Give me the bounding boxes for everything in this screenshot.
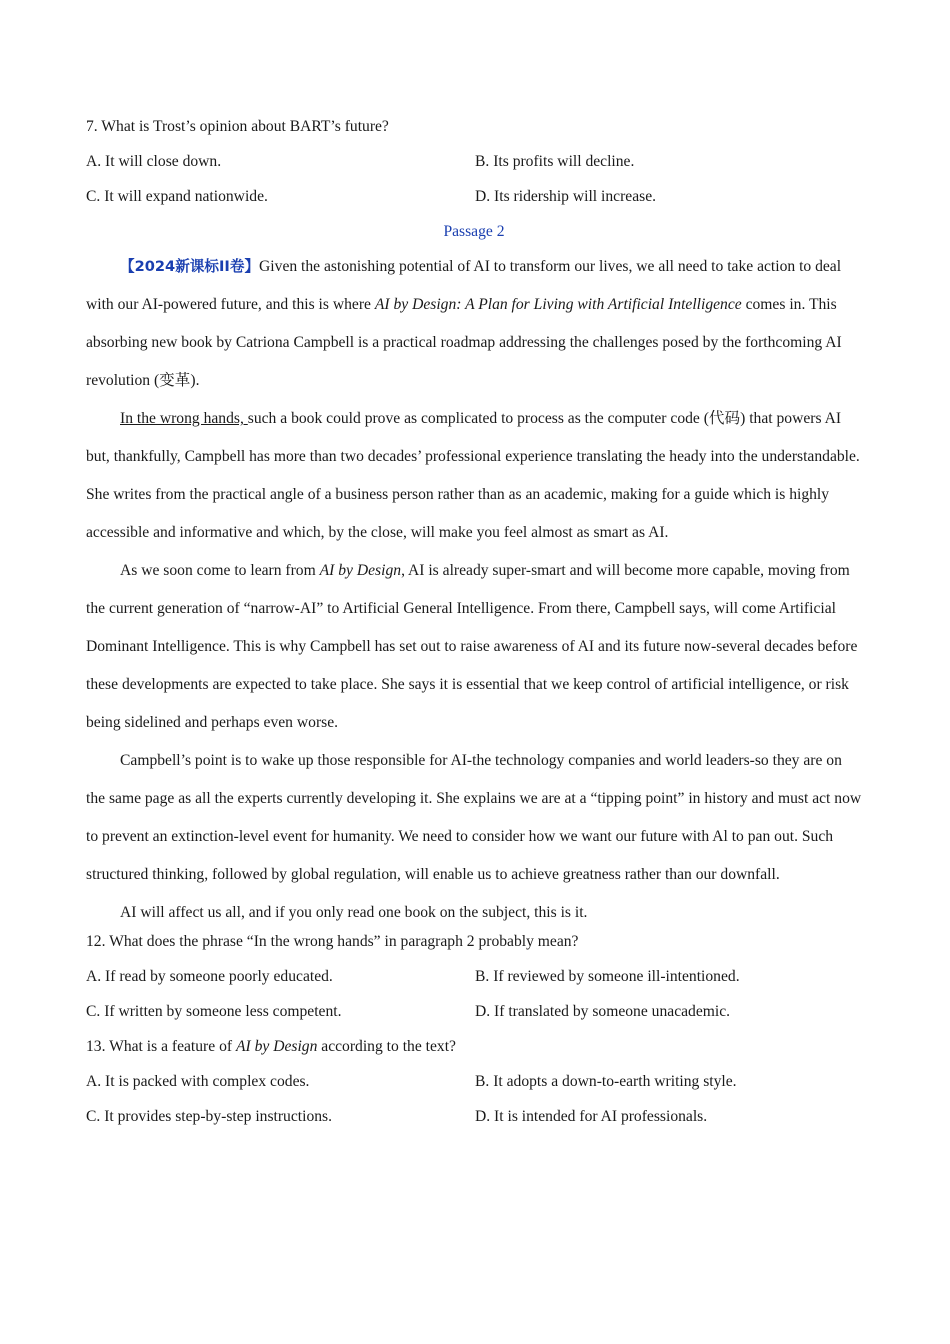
option-d: D. Its ridership will increase.	[475, 188, 657, 205]
question-13	[86, 1034, 862, 1069]
option-c: C. It provides step-by-step instructions.	[86, 1108, 333, 1125]
exam-source-tag: 【2024新课标ⅠⅠ卷】	[120, 258, 260, 275]
question-13-options-row-2	[86, 1104, 862, 1139]
paragraph-3-text-a: As we soon come to learn from	[120, 562, 320, 579]
paragraph-2-text: such a book could prove as complicated to process as the computer code (代码) that powers AI but, thankfully, Campbell has more than two decades’ professional experience translating the heady into the understandable. She writes from the practical angle of a business person rather than as an academic, making for a guide which is highly accessible and informative and which, by the close, will make you feel almost as smart as AI.	[86, 410, 860, 541]
question-13-text-b: according to the text?	[317, 1038, 456, 1055]
paragraph-1-text-b: comes in. This absorbing new book by Catriona Campbell is a practical roadmap addressing the challenges posed by the forthcoming AI revolution (变革).	[86, 296, 842, 389]
paragraph-1-text-a: Given the astonishing potential of AI to transform our lives, we all need to take action to deal with our AI-powered future, and this is where	[86, 258, 842, 313]
option-c: C. If written by someone less competent.	[86, 1003, 342, 1020]
option-a: A. It will close down.	[86, 153, 222, 170]
question-13-book: AI by Design	[235, 1038, 318, 1055]
paragraph-1	[86, 248, 862, 400]
option-d: D. If translated by someone unacademic.	[475, 1003, 731, 1020]
question-7: 7. What is Trost’s opinion about BART’s future?	[86, 118, 389, 135]
document-page	[86, 114, 862, 1139]
option-a: A. It is packed with complex codes.	[86, 1073, 310, 1090]
question-12-options-row-1	[86, 964, 862, 999]
question-12-options-row-2	[86, 999, 862, 1034]
option-d: D. It is intended for AI professionals.	[475, 1108, 708, 1125]
paragraph-5: AI will affect us all, and if you only read one book on the subject, this is it.	[120, 904, 588, 921]
question-7-options-row-2	[86, 184, 862, 219]
book-title: AI by Design: A Plan for Living with Artificial Intelligence	[374, 296, 742, 313]
question-13-text-a: 13. What is a feature of	[86, 1038, 236, 1055]
paragraph-2	[86, 400, 862, 552]
question-13-options-row-1	[86, 1069, 862, 1104]
book-title-short: AI by Design	[319, 562, 402, 579]
question-12: 12. What does the phrase “In the wrong hands” in paragraph 2 probably mean?	[86, 933, 579, 950]
paragraph-4: Campbell’s point is to wake up those responsible for AI-the technology companies and world leaders-so they are on the same page as all the experts currently developing it. She explains we are at a “tipping point” in history and must act now to prevent an extinction-level event for humanity. We need to consider how we want our future with Al to pan out. Such structured thinking, followed by global regulation, will enable us to achieve greatness rather than our downfall.	[86, 752, 862, 883]
option-b: B. Its profits will decline.	[475, 153, 635, 170]
option-a: A. If read by someone poorly educated.	[86, 968, 333, 985]
question-7-options-row-1	[86, 149, 862, 184]
option-b: B. It adopts a down-to-earth writing style.	[475, 1073, 737, 1090]
option-b: B. If reviewed by someone ill-intentioned.	[475, 968, 740, 985]
option-c: C. It will expand nationwide.	[86, 188, 268, 205]
paragraph-3	[86, 552, 862, 742]
passage-title: Passage 2	[443, 223, 505, 240]
paragraph-3-text-b: , AI is already super-smart and will become more capable, moving from the current generation of “narrow-AI” to Artificial General Intelligence. From there, Campbell says, will come Artificial Dominant Intelligence. This is why Campbell has set out to raise awareness of AI and its future now-several decades before these developments are expected to take place. She says it is essential that we keep control of artificial intelligence, or risk being sidelined and perhaps even worse.	[86, 562, 858, 731]
underlined-phrase: In the wrong hands,	[120, 410, 248, 427]
